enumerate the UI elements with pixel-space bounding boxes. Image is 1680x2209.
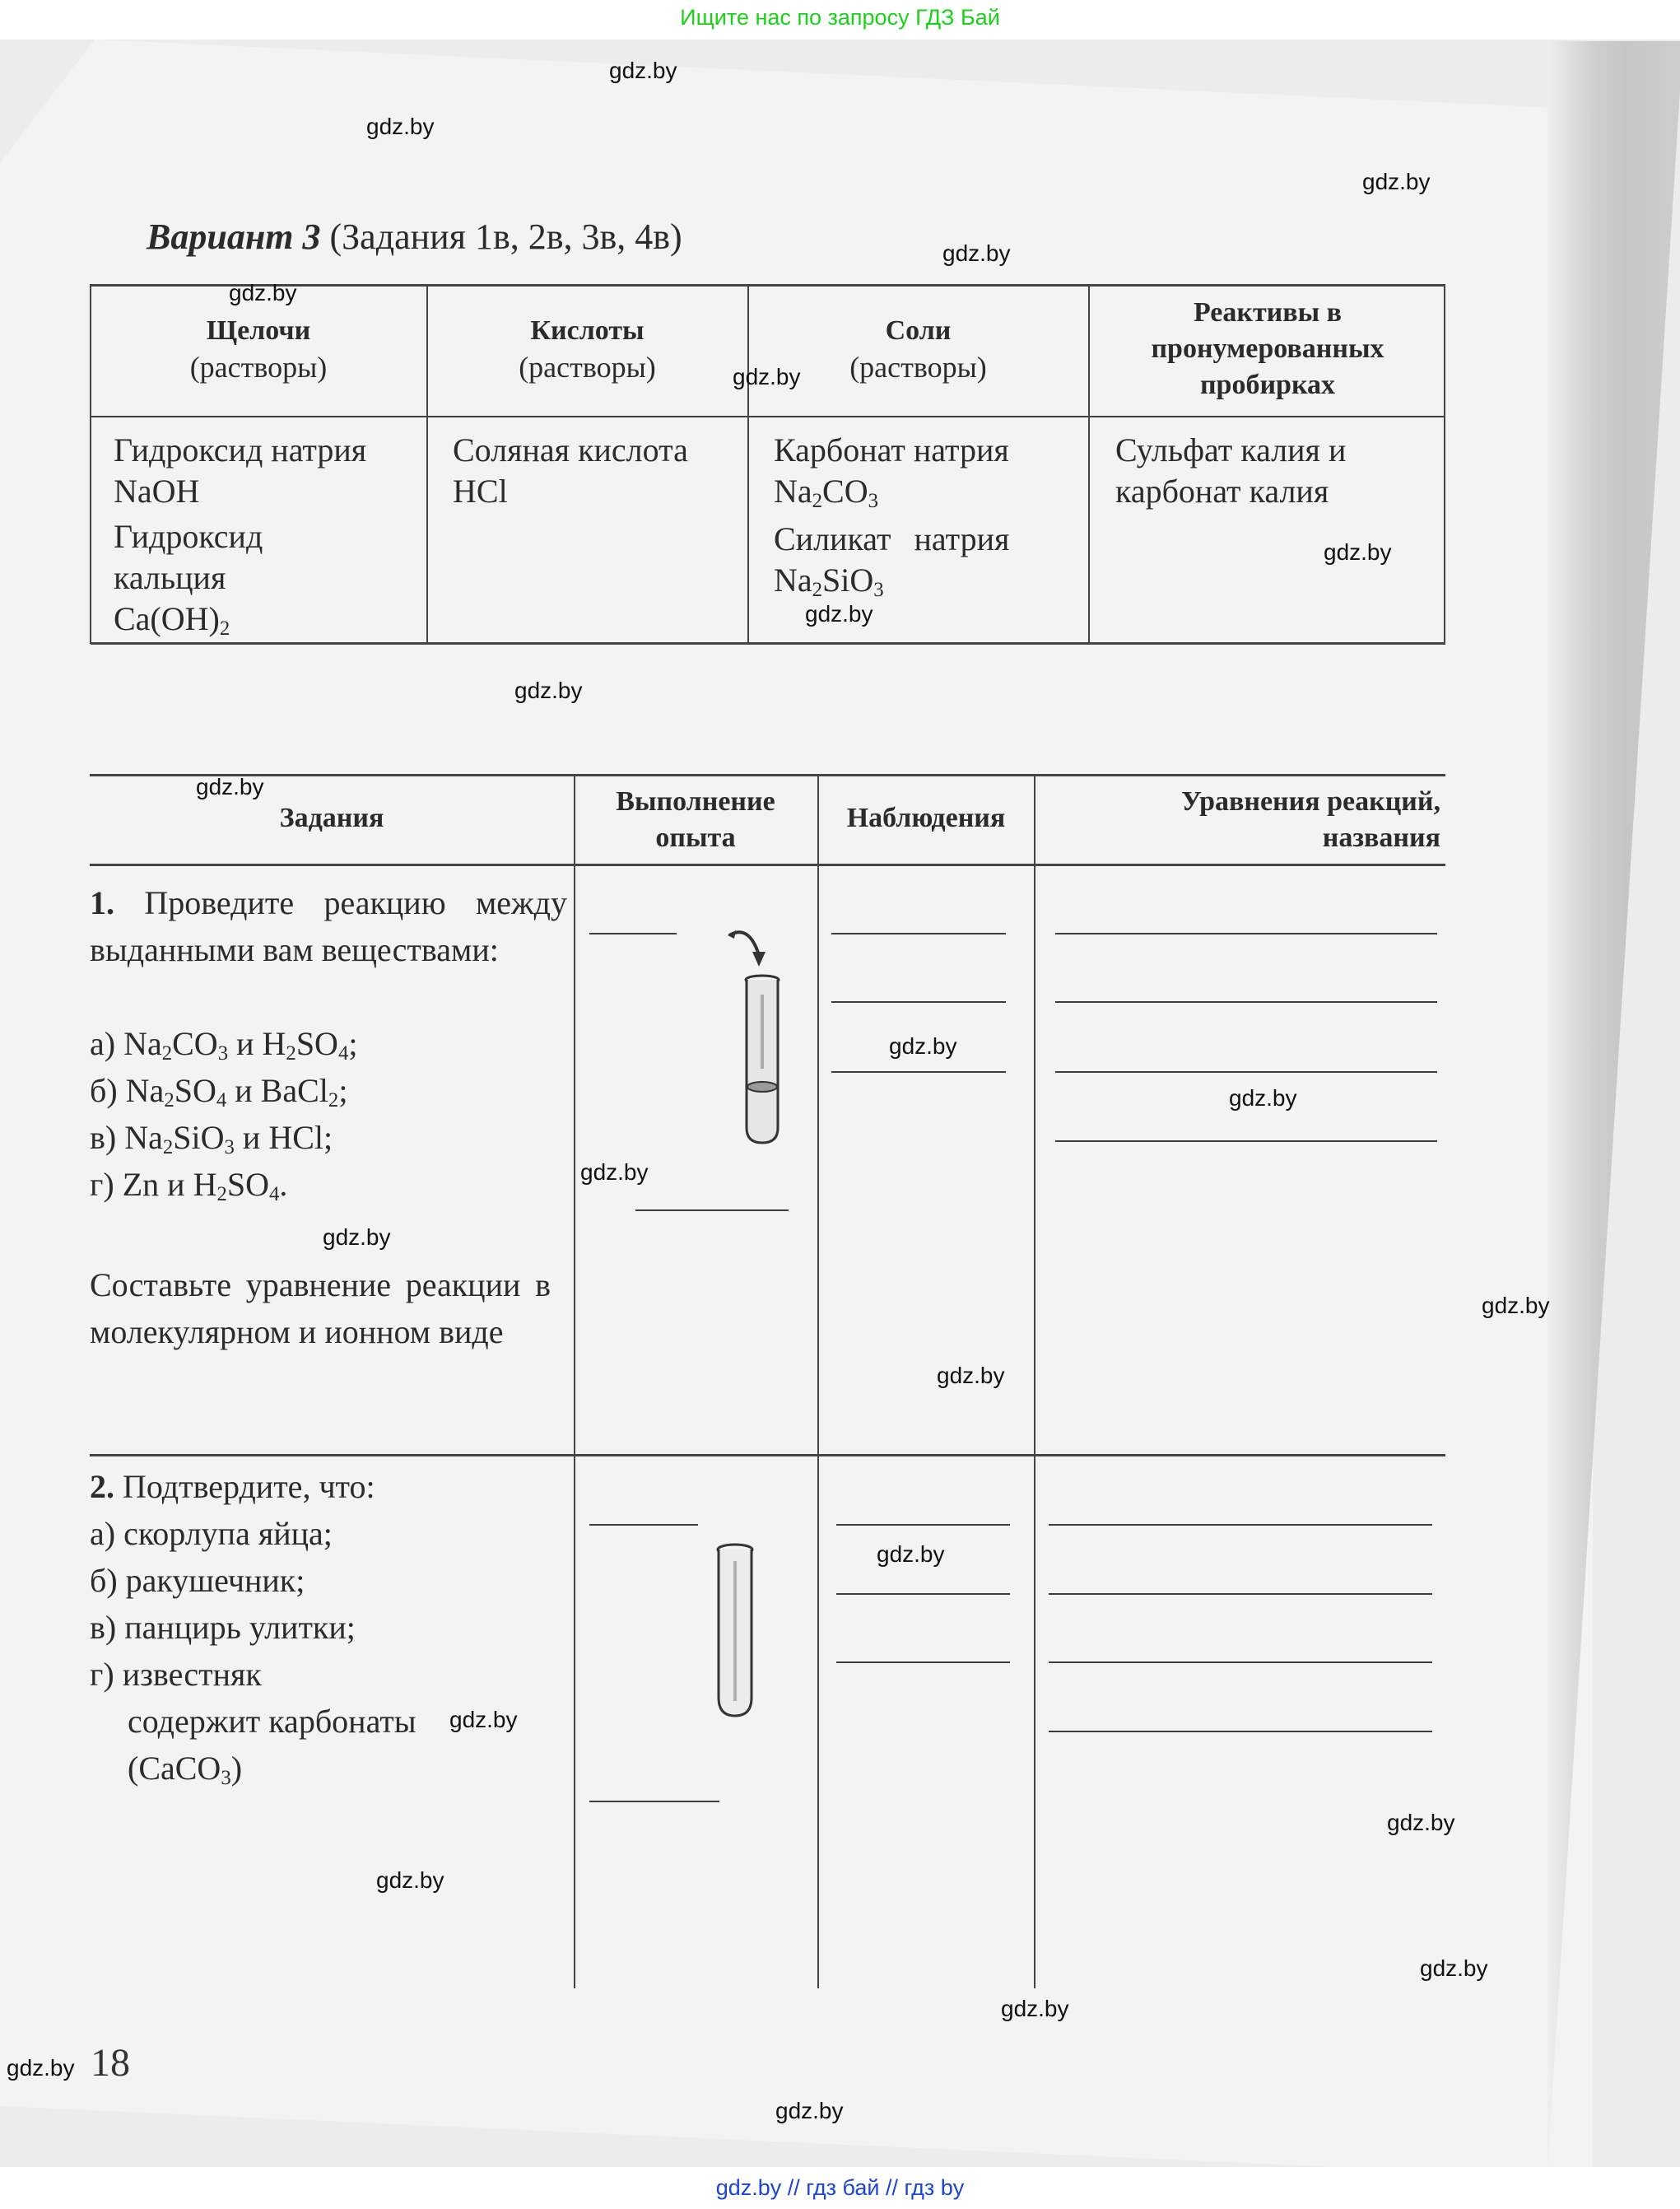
watermark: gdz.by [1387, 1810, 1455, 1835]
task-text: Проведите реакцию между выданными вам веществами: [90, 884, 568, 968]
page-number: 18 [91, 2041, 130, 2085]
header-observations: Наблюдения [846, 803, 1006, 833]
column-divider [817, 774, 819, 1988]
blank-answer-line[interactable] [589, 933, 677, 934]
header-sub: (растворы) [849, 351, 987, 384]
task-2-footer: содержит карбонаты (CaCO$_3$) [128, 1703, 417, 1790]
variant-title-bold: Вариант 3 [147, 217, 321, 257]
watermark: gdz.by [7, 2055, 75, 2081]
watermark: gdz.by [609, 58, 677, 83]
task-text: Подтвердите, что: [123, 1468, 375, 1505]
task-2-intro [90, 1463, 567, 1510]
task-2-items [90, 1510, 567, 1698]
watermark: gdz.by [775, 2098, 844, 2123]
cell-na2co3: Карбонат натрия $Na_2CO_3$ [774, 431, 1009, 513]
blank-answer-line[interactable] [836, 1524, 1010, 1526]
header-sub: (растворы) [519, 351, 656, 384]
blank-answer-line[interactable] [1049, 1524, 1432, 1526]
watermark: gdz.by [889, 1033, 957, 1059]
cell-caoh2: Гидроксид кальция $Ca(OH)_2$ [114, 518, 263, 641]
blank-answer-line[interactable] [635, 1209, 789, 1211]
variant-title [147, 216, 682, 258]
bottom-banner-links[interactable]: gdz.by // гдз бай // гдз by [0, 2167, 1680, 2209]
blank-answer-line[interactable] [1049, 1731, 1432, 1732]
blank-answer-line[interactable] [1055, 1071, 1437, 1073]
column-divider [1088, 284, 1090, 644]
test-tube-with-arrow-icon [716, 922, 798, 1153]
table-header-divider [90, 864, 1445, 866]
watermark: gdz.by [942, 240, 1011, 266]
blank-answer-line[interactable] [1055, 933, 1437, 934]
watermark: gdz.by [1362, 169, 1431, 194]
test-tube-icon [711, 1541, 761, 1724]
blank-answer-line[interactable] [836, 1593, 1010, 1595]
blank-answer-line[interactable] [1055, 1140, 1437, 1142]
watermark: gdz.by [366, 114, 435, 139]
watermark: gdz.by [514, 678, 583, 703]
task-1-intro [90, 879, 567, 973]
task-item: а) скорлупа яйца; [90, 1515, 333, 1552]
column-divider [574, 774, 575, 1988]
blank-answer-line[interactable] [831, 1071, 1006, 1073]
table-border-top [90, 774, 1445, 776]
watermark: gdz.by [1001, 1996, 1069, 2021]
watermark: gdz.by [323, 1224, 391, 1250]
task-number: 1. [90, 884, 114, 921]
header-alkalis [91, 313, 426, 385]
watermark: gdz.by [805, 601, 873, 627]
header-acids [427, 313, 747, 385]
watermark: gdz.by [449, 1707, 518, 1732]
blank-answer-line[interactable] [831, 933, 1006, 934]
table-header-divider [91, 416, 1445, 417]
watermark: gdz.by [937, 1363, 1005, 1388]
table-border-bottom [91, 642, 1445, 645]
watermark: gdz.by [229, 280, 297, 305]
watermark: gdz.by [196, 774, 264, 799]
blank-answer-line[interactable] [1055, 1001, 1437, 1003]
watermark: gdz.by [1482, 1293, 1550, 1318]
cell-na2sio3: Силикат натрия $Na_2SiO_3$ [774, 520, 1010, 602]
watermark: gdz.by [1229, 1085, 1297, 1111]
header-title: Щелочи [206, 315, 311, 346]
column-divider [1034, 774, 1035, 1988]
task-item: в) панцирь улитки; [90, 1609, 356, 1646]
watermark: gdz.by [733, 364, 801, 389]
header-equations: Уравнения реакций, названия [1180, 786, 1440, 853]
cell-naoh: Гидроксид натрия NaOH [114, 431, 367, 510]
task-item: г) известняк [90, 1656, 262, 1693]
task-number: 2. [90, 1468, 114, 1505]
blank-answer-line[interactable] [589, 1801, 719, 1802]
task-1-footer: Составьте уравнение реакции в молекулярном и ионном виде [90, 1266, 551, 1350]
cell-hcl: Соляная кислота HCl [453, 431, 688, 510]
header-title: Соли [885, 315, 952, 346]
blank-answer-line[interactable] [1049, 1593, 1432, 1595]
task-1-items: а) $Na_2CO_3$ и $H_2SO_4$; б) $Na_2SO_4$ и BaCl$_2$; в) $Na_2SiO_3$ и HCl; г) Zn и $H_2SO_4$. [90, 1025, 358, 1206]
variant-title-tasks: (Задания 1в, 2в, 3в, 4в) [320, 217, 682, 257]
header-numbered-tubes: Реактивы в пронумерованных пробирках [1151, 297, 1384, 400]
table-border-right [1444, 284, 1445, 644]
header-title: Кислоты [530, 315, 645, 346]
watermark: gdz.by [1324, 539, 1392, 565]
watermark: gdz.by [376, 1867, 444, 1893]
task-divider [90, 1454, 1445, 1456]
header-sub: (растворы) [189, 351, 328, 384]
cell-numbered-tubes: Сульфат калия и карбонат калия [1115, 431, 1347, 510]
header-experiment: Выполнение опыта [616, 786, 775, 853]
header-tasks: Задания [279, 803, 384, 833]
blank-answer-line[interactable] [836, 1661, 1010, 1663]
watermark: gdz.by [877, 1541, 945, 1567]
watermark: gdz.by [1420, 1955, 1488, 1981]
watermark: gdz.by [580, 1159, 649, 1185]
blank-answer-line[interactable] [589, 1524, 698, 1526]
task-item: б) ракушечник; [90, 1562, 305, 1599]
top-banner[interactable]: Ищите нас по запросу ГДЗ Бай [0, 0, 1680, 40]
blank-answer-line[interactable] [831, 1001, 1006, 1003]
blank-answer-line[interactable] [1049, 1661, 1432, 1663]
